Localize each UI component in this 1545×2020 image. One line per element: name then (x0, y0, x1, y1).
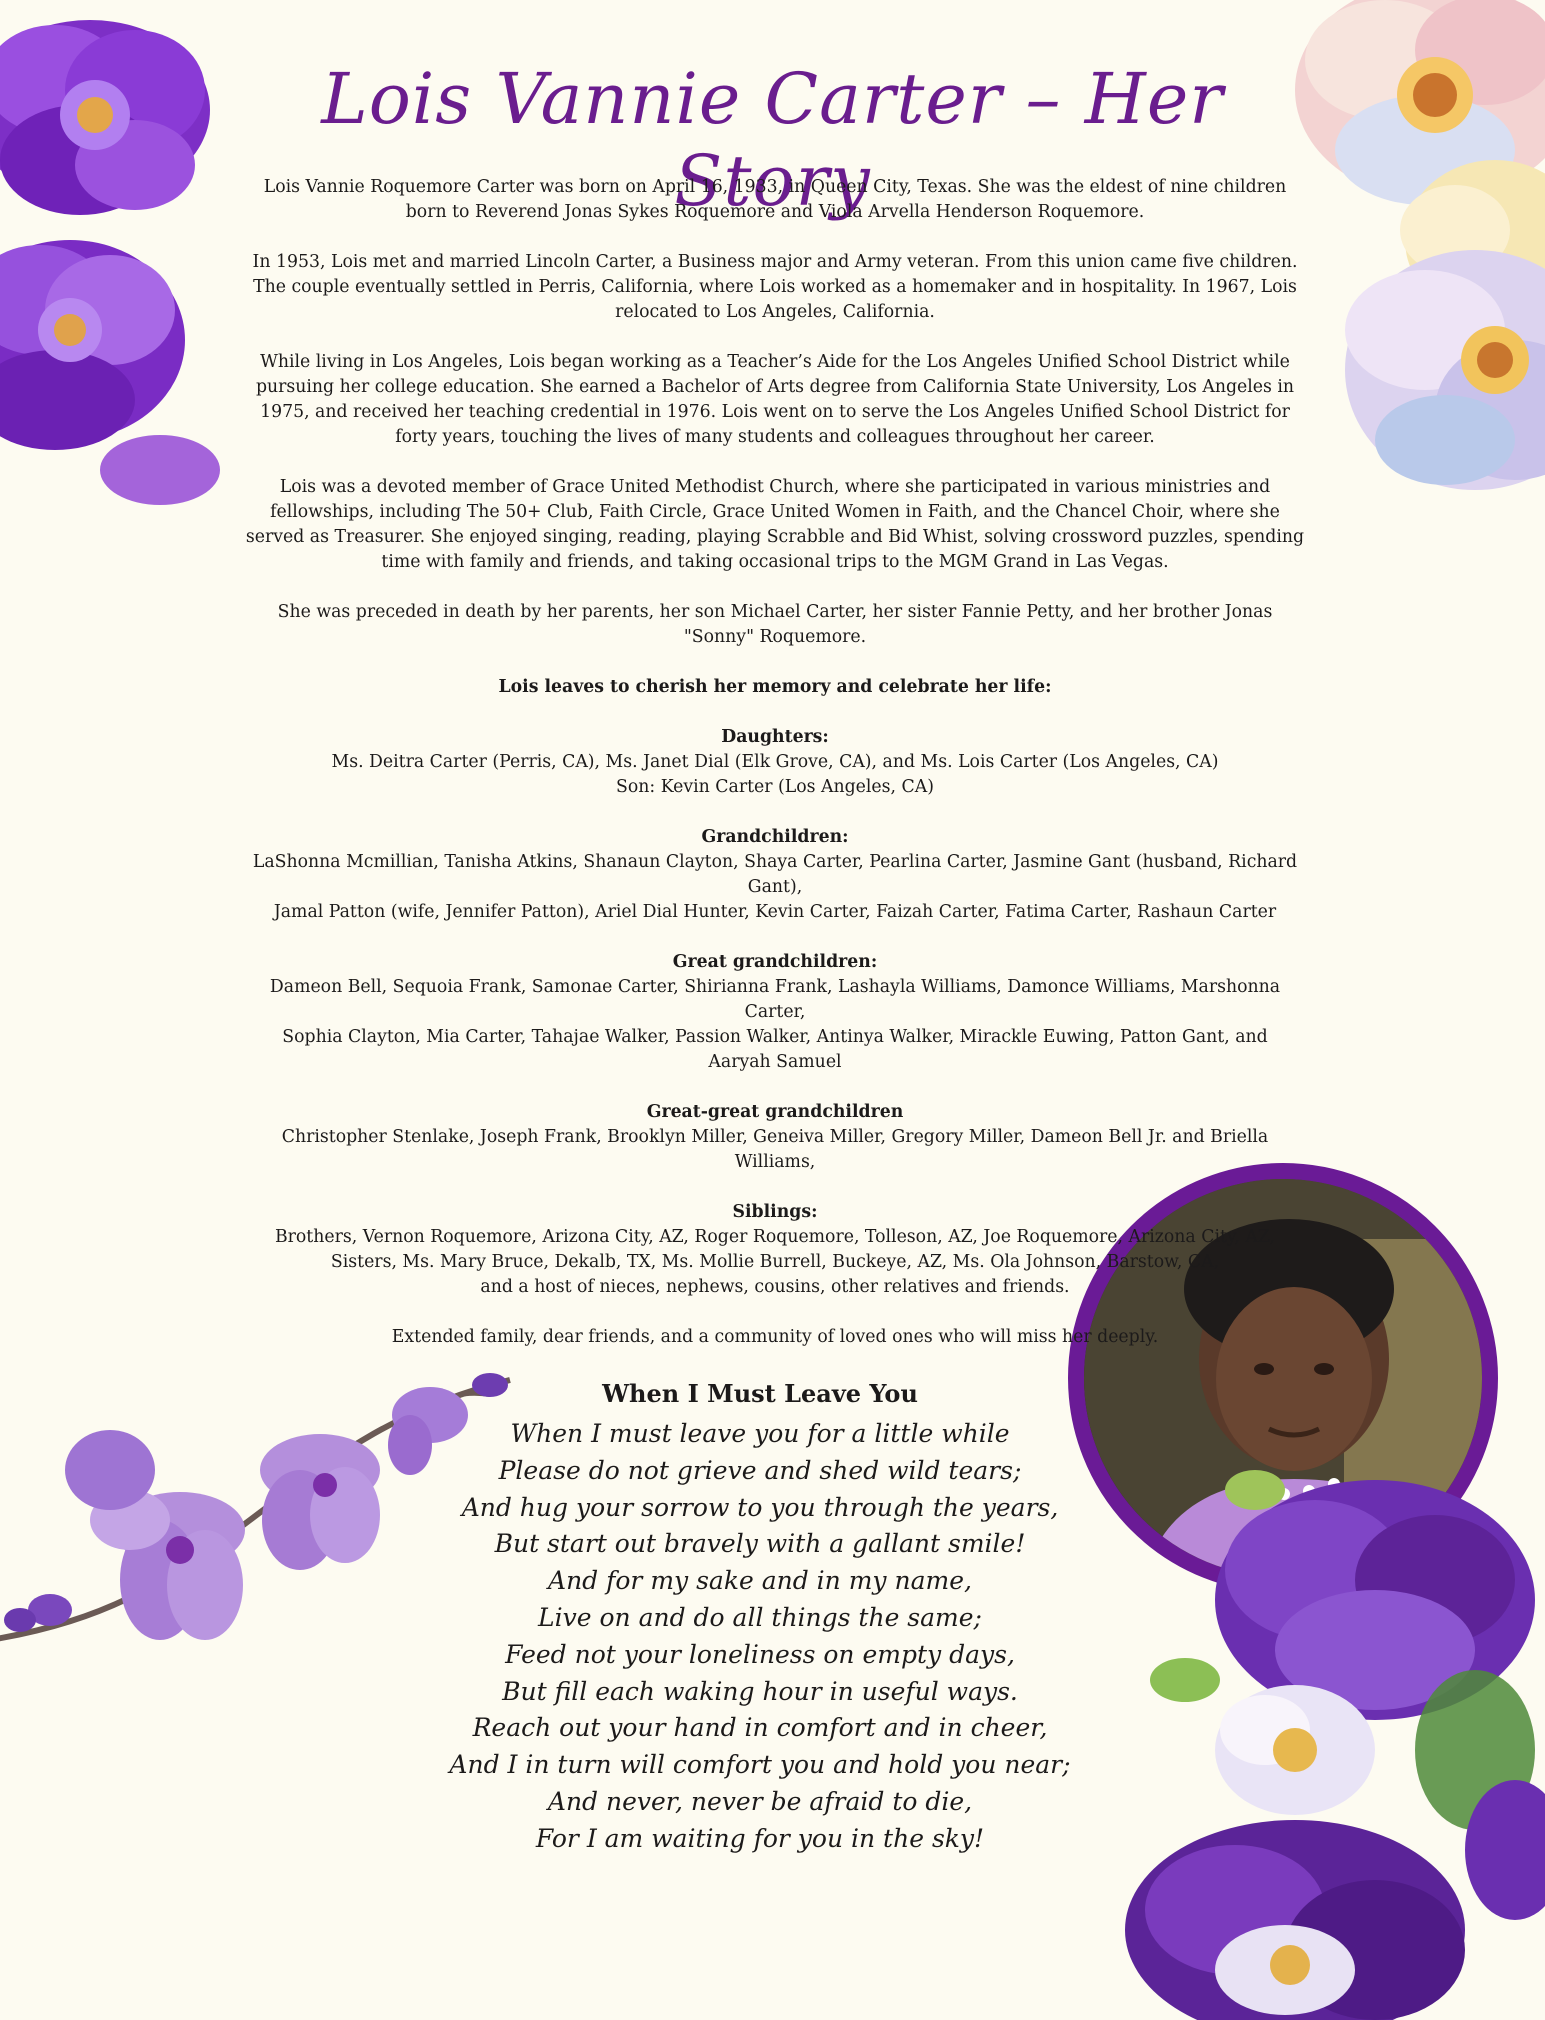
poem-line: And for my sake and in my name, (548, 1566, 972, 1596)
poem-line: And I in turn will comfort you and hold you near; (449, 1750, 1071, 1780)
section-text: Dameon Bell, Sequoia Frank, Samonae Carter, Shirianna Frank, Lashayla Williams, Damonce Williams, Marshonna Carter, (269, 977, 1281, 1022)
section-text: Aaryah Samuel (708, 1052, 842, 1072)
pastel-flowers-top-right-illustration (1275, 0, 1545, 560)
poem-line: Reach out your hand in comfort and in cheer, (472, 1713, 1048, 1743)
poem-line: For I am waiting for you in the sky! (535, 1823, 985, 1853)
section-text: and a host of nieces, nephews, cousins, other relatives and friends. (480, 1277, 1070, 1297)
purple-flowers-top-left-illustration (0, 0, 260, 510)
great-grandchildren-section (245, 950, 1305, 1075)
poem-title: When I Must Leave You (602, 1379, 918, 1408)
bio-paragraph: In 1953, Lois met and married Lincoln Carter, a Business major and Army veteran. From this union came five children. The couple eventually settled in Perris, California, where Lois worked as a homemaker and in hospitality. In 1967, Lois relocated to Los Angeles, California. (252, 252, 1298, 322)
poem (440, 1378, 1080, 1858)
poem-line: Please do not grieve and shed wild tears; (498, 1455, 1022, 1485)
poem-line: But start out bravely with a gallant smile! (494, 1529, 1026, 1559)
bio-paragraph: While living in Los Angeles, Lois began working as a Teacher’s Aide for the Los Angeles Unified School District while pursuing her college education. She earned a Bachelor of Arts degree from California State University, Los Angeles in 1975, and received her teaching credential in 1976. Lois went on to serve the Los Angeles Unified School District for forty years, touching the lives of many students and colleagues throughout her career. (255, 352, 1295, 447)
flower-bottom (1125, 1820, 1465, 2020)
poem-line: But fill each waking hour in useful ways. (502, 1676, 1018, 1706)
section-text: Son: Kevin Carter (Los Angeles, CA) (616, 777, 934, 797)
poem-line: Feed not your loneliness on empty days, (505, 1639, 1015, 1669)
poem-line: When I must leave you for a little while (510, 1419, 1010, 1448)
great-great-grandchildren-section (245, 1100, 1305, 1175)
section-text: Jamal Patton (wife, Jennifer Patton), Ariel Dial Hunter, Kevin Carter, Faizah Carter, Fatima Carter, Rashaun Carter (273, 902, 1277, 922)
section-text: Sisters, Ms. Mary Bruce, Dekalb, TX, Ms. Mollie Burrell, Buckeye, AZ, Ms. Ola Johnson, Barstow, CA, (330, 1252, 1220, 1272)
grandchildren-section (245, 825, 1305, 925)
poem-line: Live on and do all things the same; (538, 1602, 982, 1632)
section-text: Brothers, Vernon Roquemore, Arizona City, AZ, Roger Roquemore, Tolleson, AZ, Joe Roquemore, Arizona City, AZ, (274, 1227, 1276, 1247)
section-heading: Daughters: (721, 727, 829, 747)
orchid-bloom-large (90, 1490, 245, 1640)
section-text: Christopher Stenlake, Joseph Frank, Brooklyn Miller, Geneiva Miller, Gregory Miller, Dameon Bell Jr. and Briella Williams, (281, 1127, 1269, 1172)
flower-lower (1345, 250, 1545, 490)
bio-paragraph: Lois was a devoted member of Grace United Methodist Church, where she participated in various ministries and fellowships, including The 50+ Club, Faith Circle, Grace United Women in Faith, and the Chancel Choir, where she served as Treasurer. She enjoyed singing, reading, playing Scrabble and Bid Whist, solving crossword puzzles, spending time with family and friends, and taking occasional trips to the MGM Grand in Las Vegas. (245, 477, 1305, 572)
bio-paragraph: She was preceded in death by her parents, her son Michael Carter, her sister Fannie Petty, and her brother Jonas "Sonny" Roquemore. (277, 602, 1273, 647)
section-heading: Great grandchildren: (672, 952, 878, 972)
cherish-heading: Lois leaves to cherish her memory and celebrate her life: (498, 677, 1052, 697)
section-text: Ms. Deitra Carter (Perris, CA), Ms. Janet Dial (Elk Grove, CA), and Ms. Lois Carter (Los Angeles, CA) (331, 752, 1219, 772)
purple-flowers-bottom-right-illustration (1115, 1450, 1545, 2020)
biography (245, 175, 1305, 1375)
siblings-section (245, 1200, 1305, 1300)
daughters-section (245, 725, 1305, 800)
orchid-bloom-upper (260, 1434, 380, 1570)
flower-upper (0, 20, 210, 215)
section-text: LaShonna Mcmillian, Tanisha Atkins, Shanaun Clayton, Shaya Carter, Pearlina Carter, Jasmine Gant (husband, Richard Gant), (252, 852, 1298, 897)
page-title: Lois Vannie Carter – Her Story (321, 58, 1224, 222)
flower-lower (0, 240, 185, 450)
section-heading: Siblings: (732, 1202, 818, 1222)
section-text: Sophia Clayton, Mia Carter, Tahajae Walker, Passion Walker, Antinya Walker, Mirackle Euwing, Patton Gant, and (282, 1027, 1268, 1047)
section-heading: Great-great grandchildren (646, 1102, 904, 1122)
bio-paragraph: Lois Vannie Roquemore Carter was born on April 16, 1933, in Queen City, Texas. She was the eldest of nine children born to Reverend Jonas Sykes Roquemore and Viola Arvella Henderson Roquemore. (263, 177, 1287, 222)
flower-white (1215, 1685, 1375, 1815)
extended-family-text: Extended family, dear friends, and a community of loved ones who will miss her deeply. (391, 1327, 1159, 1347)
poem-line: And never, never be afraid to die, (547, 1786, 973, 1816)
poem-line: And hug your sorrow to you through the years, (461, 1492, 1059, 1522)
section-heading: Grandchildren: (701, 827, 849, 847)
